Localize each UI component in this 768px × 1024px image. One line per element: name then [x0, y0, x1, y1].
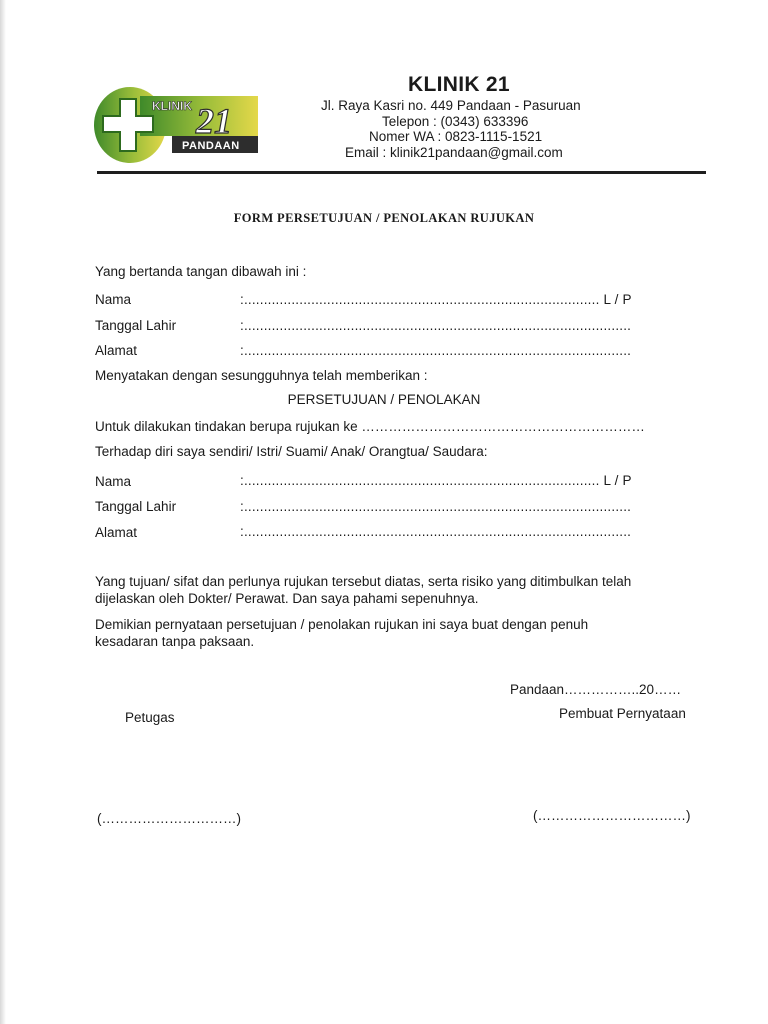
patient-name-label: Nama — [95, 474, 132, 489]
dob-field[interactable]: :.................................................................................................. — [240, 318, 632, 333]
svg-text:KLINIK: KLINIK — [152, 99, 192, 113]
svg-text:PANDAAN: PANDAAN — [182, 140, 240, 152]
officer-label: Petugas — [125, 710, 175, 725]
name-label: Nama — [95, 292, 132, 307]
clinic-email: Email : klinik21pandaan@gmail.com — [345, 145, 563, 160]
clinic-address: Jl. Raya Kasri no. 449 Pandaan - Pasuruan — [321, 98, 581, 113]
explanation-line-2: dijelaskan oleh Dokter/ Perawat. Dan saya pahami sepenuhnya. — [95, 591, 479, 606]
dob-label: Tanggal Lahir — [95, 318, 177, 333]
svg-text:21: 21 — [196, 101, 232, 141]
declarant-label: Pembuat Pernyataan — [559, 706, 686, 721]
form-title: FORM PERSETUJUAN / PENOLAKAN RUJUKAN — [233, 211, 535, 225]
intro-text: Yang bertanda tangan dibawah ini : — [95, 264, 307, 279]
clinic-whatsapp: Nomer WA : 0823-1115-1521 — [369, 129, 543, 144]
patient-name-field[interactable]: :.......................................................................................... L / P — [240, 473, 632, 488]
patient-dob-label: Tanggal Lahir — [95, 499, 177, 514]
scan-edge-shadow — [0, 0, 6, 1024]
place-date[interactable]: Pandaan……………..20…… — [510, 682, 682, 697]
clinic-phone: Telepon : (0343) 633396 — [382, 114, 529, 129]
name-field[interactable]: :.......................................................................................... L / P — [240, 292, 632, 307]
patient-address-field[interactable]: :.................................................................................................. — [240, 524, 632, 539]
address-label: Alamat — [95, 343, 138, 358]
patient-dob-field[interactable]: :.................................................................................................. — [240, 499, 632, 514]
declarant-signature-line[interactable]: (……………………………) — [533, 808, 691, 823]
header-divider — [97, 171, 706, 174]
consent-choice: PERSETUJUAN / PENOLAKAN — [287, 392, 481, 407]
explanation-line-1: Yang tujuan/ sifat dan perlunya rujukan tersebut diatas, serta risiko yang ditimbulkan telah — [95, 574, 632, 589]
address-field[interactable]: :.................................................................................................. — [240, 343, 632, 358]
clinic-name: KLINIK 21 — [408, 73, 510, 96]
referral-action-text: Untuk dilakukan tindakan berupa rujukan ke ……………………………………………………… — [95, 419, 645, 434]
clinic-logo — [94, 86, 260, 164]
officer-signature-line[interactable]: (…………………………) — [97, 811, 241, 826]
declaration-line-2: kesadaran tanpa paksaan. — [95, 634, 255, 649]
declaration-line-1: Demikian pernyataan persetujuan / penolakan rujukan ini saya buat dengan penuh — [95, 617, 589, 632]
statement-text: Menyatakan dengan sesungguhnya telah memberikan : — [95, 368, 428, 383]
subject-relation-text: Terhadap diri saya sendiri/ Istri/ Suami/ Anak/ Orangtua/ Saudara: — [95, 444, 488, 459]
patient-address-label: Alamat — [95, 525, 138, 540]
